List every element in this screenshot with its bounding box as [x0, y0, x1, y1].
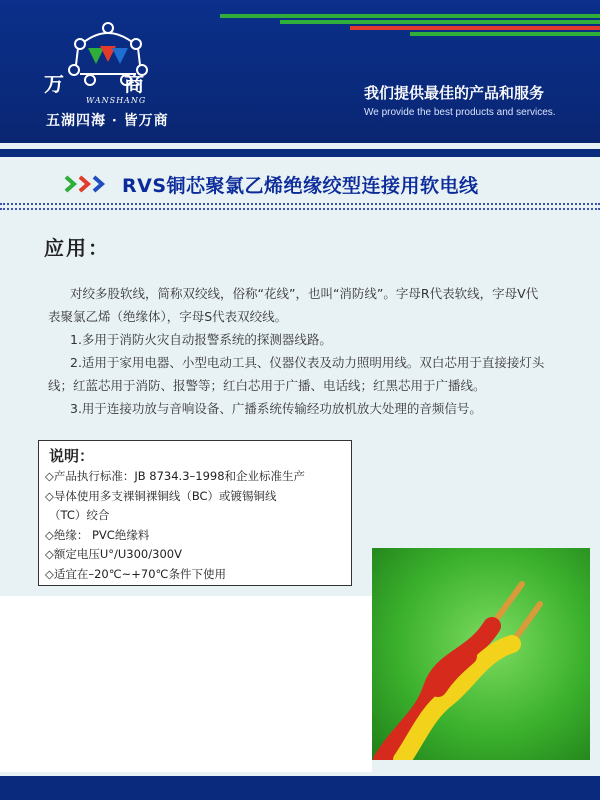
header-stripe-green [280, 20, 600, 24]
header-banner [0, 0, 600, 143]
description-item: ◇适宜在–20℃~+70℃条件下使用 [45, 566, 226, 581]
description-item: ◇导体使用多支裸铜裸铜线（BC）或镀锡铜线 [45, 488, 277, 503]
usage-paragraph: 1.多用于消防火灾自动报警系统的探测器线路。 [70, 332, 332, 347]
logo-char-left: 万 [44, 72, 64, 96]
logo-english-name: WANSHANG [86, 96, 147, 105]
header-stripe-green [220, 14, 600, 18]
company-logo [28, 18, 188, 128]
usage-paragraph: 对绞多股软线，简称双绞线，俗称“花线”，也叫“消防线”。字母R代表软线，字母V代表聚氯乙烯（绝缘体），字母S代表双绞线。 [48, 286, 539, 324]
product-photo [372, 548, 590, 760]
twisted-wire-image [372, 548, 590, 760]
product-title: RVS铜芯聚氯乙烯绝缘绞型连接用软电线 [122, 175, 479, 197]
title-bar [0, 164, 600, 204]
description-heading: 说明： [49, 447, 95, 465]
dotted-divider [0, 203, 600, 205]
description-item: ◇绝缘： PVC绝缘料 [45, 527, 150, 542]
usage-heading: 应用： [44, 236, 110, 260]
description-box [38, 440, 352, 586]
dotted-divider [0, 208, 600, 210]
header-stripe-red [350, 26, 600, 30]
tagline-english: We provide the best products and services. [364, 107, 556, 118]
logo-char-right: 商 [124, 72, 144, 96]
triple-chevron-icon [64, 174, 112, 194]
header-stripe-green [410, 32, 600, 36]
logo-slogan: 五湖四海 · 皆万商 [46, 113, 169, 129]
description-item: （TC）绞合 [49, 508, 110, 522]
blank-panel [0, 596, 372, 772]
header-divider [0, 149, 600, 157]
usage-paragraph: 2.适用于家用电器、小型电动工具、仪器仪表及动力照明用线。双白芯用于直接接灯头线；红蓝芯用于消防、报警等；红白芯用于广播、电话线；红黑芯用于广播线。 [48, 355, 545, 393]
description-item: ◇额定电压U°/U300/300V [45, 547, 182, 561]
tagline-chinese: 我们提供最佳的产品和服务 [364, 84, 545, 102]
description-list [45, 467, 305, 584]
footer-bar [0, 776, 600, 800]
description-item: ◇产品执行标准：JB 8734.3–1998和企业标准生产 [45, 469, 306, 483]
usage-paragraph: 3.用于连接功放与音响设备、广播系统传输经功放机放大处理的音频信号。 [70, 401, 482, 416]
